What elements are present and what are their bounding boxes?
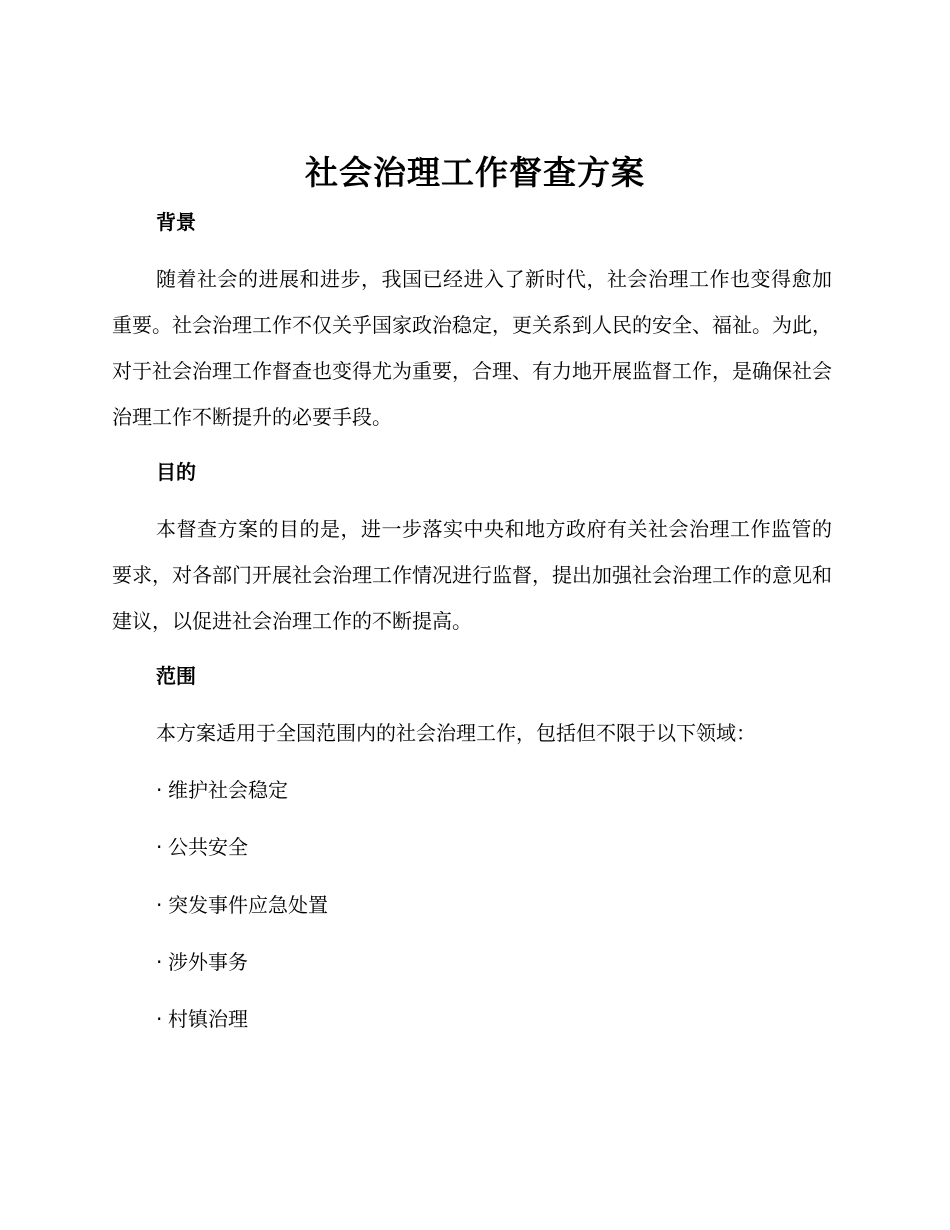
document-title: 社会治理工作督查方案	[305, 153, 645, 192]
list-item	[156, 891, 328, 919]
bullet-icon: ·	[156, 893, 163, 917]
section-paragraph-background: 随着社会的进展和进步，我国已经进入了新时代，社会治理工作也变得愈加重要。社会治理工作不仅关乎国家政治稳定，更关系到人民的安全、福祉。为此，对于社会治理工作督查也变得尤为重要，合理、有力地开展监督工作，是确保社会治理工作不断提升的必要手段。	[112, 267, 832, 429]
bullet-icon: ·	[156, 1007, 163, 1031]
section-intro-scope: 本方案适用于全国范围内的社会治理工作，包括但不限于以下领域：	[156, 721, 756, 745]
section-heading-scope: 范围	[156, 664, 196, 688]
section-paragraph-purpose: 本督查方案的目的是，进一步落实中央和地方政府有关社会治理工作监管的要求，对各部门开展社会治理工作情况进行监督，提出加强社会治理工作的意见和建议，以促进社会治理工作的不断提高。	[112, 517, 832, 633]
list-item-label: 突发事件应急处置	[168, 893, 328, 917]
list-item-label: 维护社会稳定	[168, 778, 288, 802]
section-heading-background: 背景	[156, 210, 196, 234]
list-item-label: 村镇治理	[168, 1007, 248, 1031]
section-heading-purpose: 目的	[156, 460, 196, 484]
bullet-icon: ·	[156, 835, 163, 859]
list-item	[156, 776, 288, 804]
bullet-icon: ·	[156, 778, 163, 802]
list-item	[156, 833, 248, 861]
list-item-label: 公共安全	[168, 835, 248, 859]
list-item-label: 涉外事务	[168, 950, 248, 974]
bullet-icon: ·	[156, 950, 163, 974]
list-item	[156, 948, 248, 976]
list-item	[156, 1005, 248, 1033]
